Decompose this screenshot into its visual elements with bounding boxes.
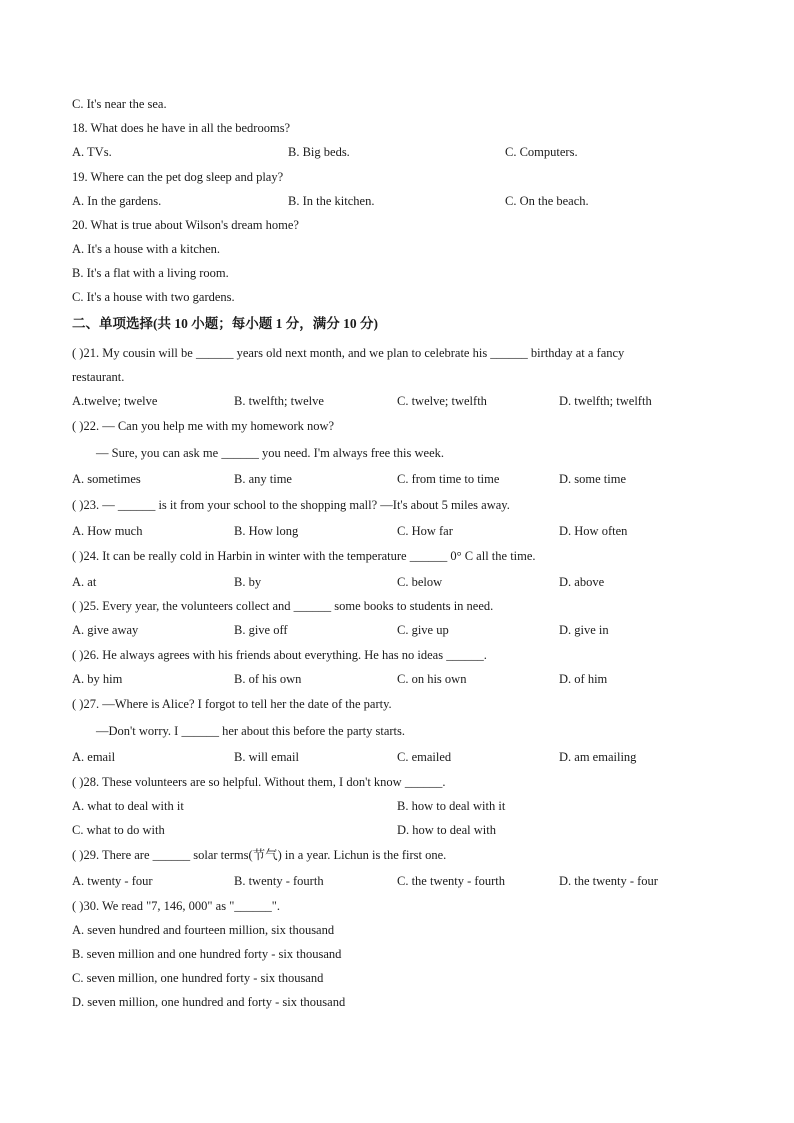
q22-option-b: B. any time <box>234 472 292 486</box>
q27-stem: ( )27. —Where is Alice? I forgot to tell her the date of the party. <box>72 697 392 711</box>
q20-option-b: B. It's a flat with a living room. <box>72 266 229 280</box>
section-title: 二、单项选择(共 10 小题；每小题 1 分，满分 10 分) <box>72 316 378 331</box>
q26-option-d: D. of him <box>559 672 608 686</box>
q28-stem: ( )28. These volunteers are so helpful. Without them, I don't know ______. <box>72 775 446 789</box>
q18-option-a: A. TVs. <box>72 145 112 159</box>
q23-stem: ( )23. — ______ is it from your school to the shopping mall? —It's about 5 miles away. <box>72 498 510 512</box>
q27-option-a: A. email <box>72 750 116 764</box>
q29-option-a: A. twenty - four <box>72 874 153 888</box>
q28-option-a: A. what to deal with it <box>72 799 184 813</box>
q30-option-c: C. seven million, one hundred forty - six thousand <box>72 971 324 985</box>
q20-stem: 20. What is true about Wilson's dream home? <box>72 218 299 232</box>
q27-option-c: C. emailed <box>397 750 452 764</box>
q26-option-b: B. of his own <box>234 672 302 686</box>
q21-option-d: D. twelfth; twelfth <box>559 394 652 408</box>
q27-stem-cont: —Don't worry. I ______ her about this before the party starts. <box>96 724 406 738</box>
q18-option-b: B. Big beds. <box>288 145 350 159</box>
q22-option-a: A. sometimes <box>72 472 141 486</box>
q25-option-b: B. give off <box>234 623 288 637</box>
q19-option-c: C. On the beach. <box>505 194 589 208</box>
q22-option-c: C. from time to time <box>397 472 500 486</box>
q17-option-c: C. It's near the sea. <box>72 97 167 111</box>
q24-option-a: A. at <box>72 575 97 589</box>
q28-option-c: C. what to do with <box>72 823 165 837</box>
q28-option-b: B. how to deal with it <box>397 799 506 813</box>
q25-option-a: A. give away <box>72 623 139 637</box>
q30-option-a: A. seven hundred and fourteen million, six thousand <box>72 923 335 937</box>
q19-stem: 19. Where can the pet dog sleep and play? <box>72 170 284 184</box>
q18-stem: 18. What does he have in all the bedrooms? <box>72 121 291 135</box>
q30-stem: ( )30. We read "7, 146, 000" as "______". <box>72 899 281 913</box>
q22-stem: ( )22. — Can you help me with my homework now? <box>72 419 335 433</box>
q29-option-d: D. the twenty - four <box>559 874 658 888</box>
q23-option-a: A. How much <box>72 524 143 538</box>
q22-option-d: D. some time <box>559 472 627 486</box>
q23-option-b: B. How long <box>234 524 299 538</box>
q21-stem: ( )21. My cousin will be ______ years old next month, and we plan to celebrate his ______ birthday at a fancy <box>72 346 625 360</box>
q26-option-a: A. by him <box>72 672 123 686</box>
q26-stem: ( )26. He always agrees with his friends about everything. He has no ideas ______. <box>72 648 487 662</box>
q30-option-d: D. seven million, one hundred and forty - six thousand <box>72 995 346 1009</box>
q24-option-d: D. above <box>559 575 605 589</box>
q23-option-d: D. How often <box>559 524 628 538</box>
q18-option-c: C. Computers. <box>505 145 578 159</box>
q22-stem-cont: — Sure, you can ask me ______ you need. I'm always free this week. <box>96 446 444 460</box>
q29-option-c: C. the twenty - fourth <box>397 874 505 888</box>
q26-option-c: C. on his own <box>397 672 467 686</box>
q28-option-d: D. how to deal with <box>397 823 496 837</box>
q27-option-d: D. am emailing <box>559 750 637 764</box>
q25-stem: ( )25. Every year, the volunteers collect and ______ some books to students in need. <box>72 599 494 613</box>
q19-option-a: A. In the gardens. <box>72 194 162 208</box>
q27-option-b: B. will email <box>234 750 299 764</box>
q24-option-b: B. by <box>234 575 262 589</box>
q25-option-d: D. give in <box>559 623 609 637</box>
q21-option-a: A.twelve; twelve <box>72 394 158 408</box>
q29-option-b: B. twenty - fourth <box>234 874 324 888</box>
q19-option-b: B. In the kitchen. <box>288 194 375 208</box>
q25-option-c: C. give up <box>397 623 449 637</box>
q21-stem-cont: restaurant. <box>72 370 125 384</box>
q20-option-a: A. It's a house with a kitchen. <box>72 242 221 256</box>
q24-option-c: C. below <box>397 575 443 589</box>
q30-option-b: B. seven million and one hundred forty - six thousand <box>72 947 342 961</box>
q21-option-c: C. twelve; twelfth <box>397 394 487 408</box>
q29-stem: ( )29. There are ______ solar terms(节气) in a year. Lichun is the first one. <box>72 848 447 862</box>
q21-option-b: B. twelfth; twelve <box>234 394 324 408</box>
q24-stem: ( )24. It can be really cold in Harbin in winter with the temperature ______ 0° C all the time. <box>72 549 536 563</box>
q20-option-c: C. It's a house with two gardens. <box>72 290 235 304</box>
q23-option-c: C. How far <box>397 524 453 538</box>
